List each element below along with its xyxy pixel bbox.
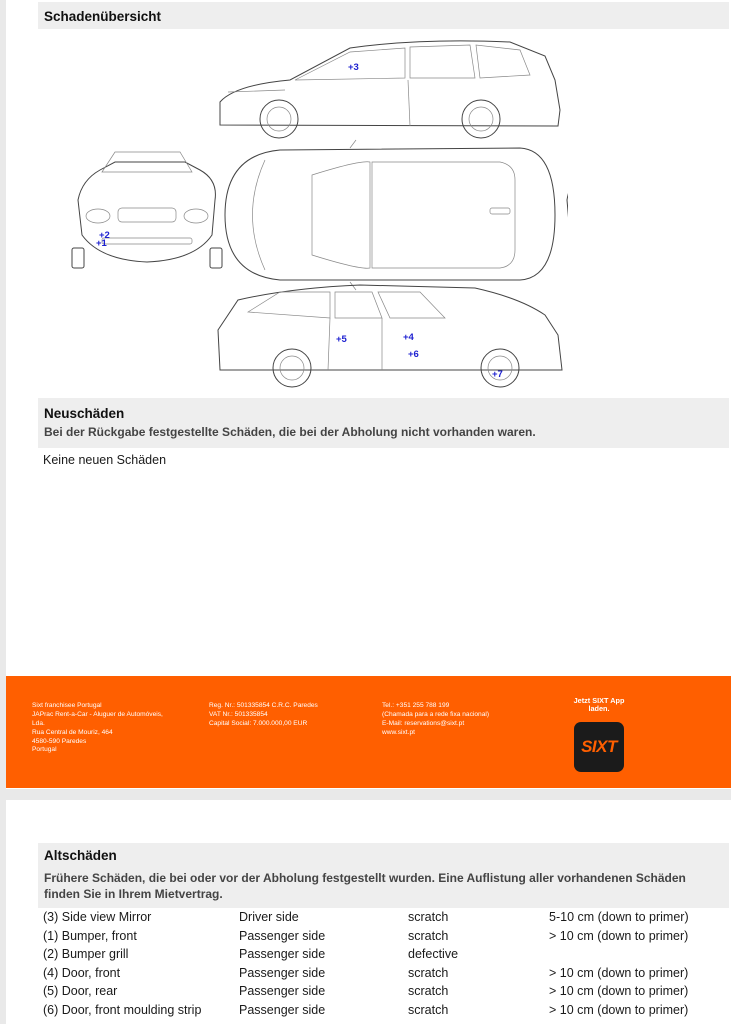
- new-damage-title: Neuschäden: [44, 406, 125, 421]
- report-page-1: [6, 0, 731, 789]
- report-page-2: [6, 800, 731, 1024]
- new-damage-header: [38, 398, 729, 448]
- table-row: [43, 1003, 713, 1022]
- damage-size: > 10 cm (down to primer): [549, 928, 689, 943]
- damage-type: scratch: [408, 910, 449, 924]
- table-row: [43, 929, 713, 948]
- damage-side: Driver side: [239, 910, 299, 924]
- footer-company-info: [32, 702, 163, 755]
- footer-line: JAPrac Rent-a-Car - Aluguer de Automóveis,: [32, 710, 163, 718]
- marker-3: +3: [348, 62, 359, 73]
- footer-line: Sixt franchisee Portugal: [32, 702, 102, 709]
- damage-overview-header: [38, 2, 729, 29]
- marker-6: +6: [408, 349, 419, 360]
- car-damage-diagram: [60, 30, 568, 400]
- footer-line: 4580-590 Paredes: [32, 737, 87, 745]
- damage-item: (6) Door, front moulding strip: [43, 1002, 202, 1017]
- footer-line: Lda.: [32, 719, 45, 727]
- damage-type: scratch: [408, 1002, 449, 1017]
- footer-contact-info: [382, 702, 489, 738]
- app-line-2: laden.: [588, 704, 610, 714]
- damage-side: Passenger side: [239, 965, 326, 980]
- footer-line: Rua Central de Mouriz, 464: [32, 728, 113, 736]
- damage-type: defective: [408, 947, 459, 961]
- no-new-damage-text: Keine neuen Schäden: [43, 453, 167, 467]
- footer-line: www.sixt.pt: [382, 728, 415, 736]
- footer-line: Tel.: +351 255 788 199: [382, 702, 450, 709]
- app-line-1: Jetzt SIXT App: [573, 696, 625, 705]
- damage-side: Passenger side: [239, 1002, 326, 1017]
- app-download-text: [556, 697, 642, 713]
- footer-line: Capital Social: 7.000.000,00 EUR: [209, 719, 308, 727]
- footer-line: Reg. Nr.: 501335854 C.R.C. Paredes: [209, 702, 318, 709]
- damage-type: scratch: [408, 928, 449, 943]
- damage-size: > 10 cm (down to primer): [549, 965, 689, 980]
- sixt-footer: [6, 676, 731, 788]
- footer-line: (Chamada para a rede fixa nacional): [382, 710, 490, 718]
- damage-overview-title: Schadenübersicht: [44, 9, 162, 24]
- car-front-view: [72, 152, 222, 268]
- sixt-logo-text: SIXT: [581, 737, 617, 756]
- marker-1: +1: [96, 238, 107, 249]
- car-rear-view: [567, 155, 568, 266]
- table-row: [43, 984, 713, 1003]
- damage-type: scratch: [408, 984, 449, 998]
- previous-damage-table: [43, 910, 713, 1021]
- damage-item: (5) Door, rear: [43, 984, 118, 998]
- table-row: [43, 966, 713, 985]
- marker-5: +5: [336, 334, 347, 345]
- footer-line: VAT Nr.: 501335854: [209, 710, 268, 718]
- car-top-view: [225, 140, 555, 290]
- footer-registration-info: [209, 702, 318, 729]
- sixt-app-icon[interactable]: [574, 722, 624, 772]
- previous-damage-header: [38, 843, 729, 908]
- previous-damage-title: Altschäden: [44, 848, 117, 863]
- car-side-view-passenger: [218, 285, 562, 387]
- damage-side: Passenger side: [239, 984, 326, 998]
- footer-line: Portugal: [32, 746, 57, 754]
- marker-4: +4: [403, 332, 414, 343]
- damage-size: > 10 cm (down to primer): [549, 984, 689, 998]
- damage-item: (2) Bumper grill: [43, 947, 129, 961]
- car-side-view-driver: [220, 41, 560, 138]
- marker-7: +7: [492, 369, 503, 380]
- damage-item: (1) Bumper, front: [43, 928, 137, 943]
- damage-side: Passenger side: [239, 947, 326, 961]
- damage-type: scratch: [408, 965, 449, 980]
- damage-item: (4) Door, front: [43, 965, 121, 980]
- table-row: [43, 947, 713, 966]
- previous-damage-subtitle: Frühere Schäden, die bei oder vor der Abholung festgestellt wurden. Eine Auflistung aller vorhandenen Schäden finden Sie in Ihrem Mietvertrag.: [44, 871, 686, 902]
- damage-size: 5-10 cm (down to primer): [549, 910, 689, 924]
- damage-item: (3) Side view Mirror: [43, 910, 152, 924]
- footer-line: E-Mail: reservations@sixt.pt: [382, 719, 465, 727]
- new-damage-subtitle: Bei der Rückgabe festgestellte Schäden, die bei der Abholung nicht vorhanden waren.: [44, 425, 536, 439]
- marker-2: +2: [99, 230, 110, 241]
- damage-size: > 10 cm (down to primer): [549, 1002, 689, 1017]
- table-row: [43, 910, 713, 929]
- damage-side: Passenger side: [239, 928, 326, 943]
